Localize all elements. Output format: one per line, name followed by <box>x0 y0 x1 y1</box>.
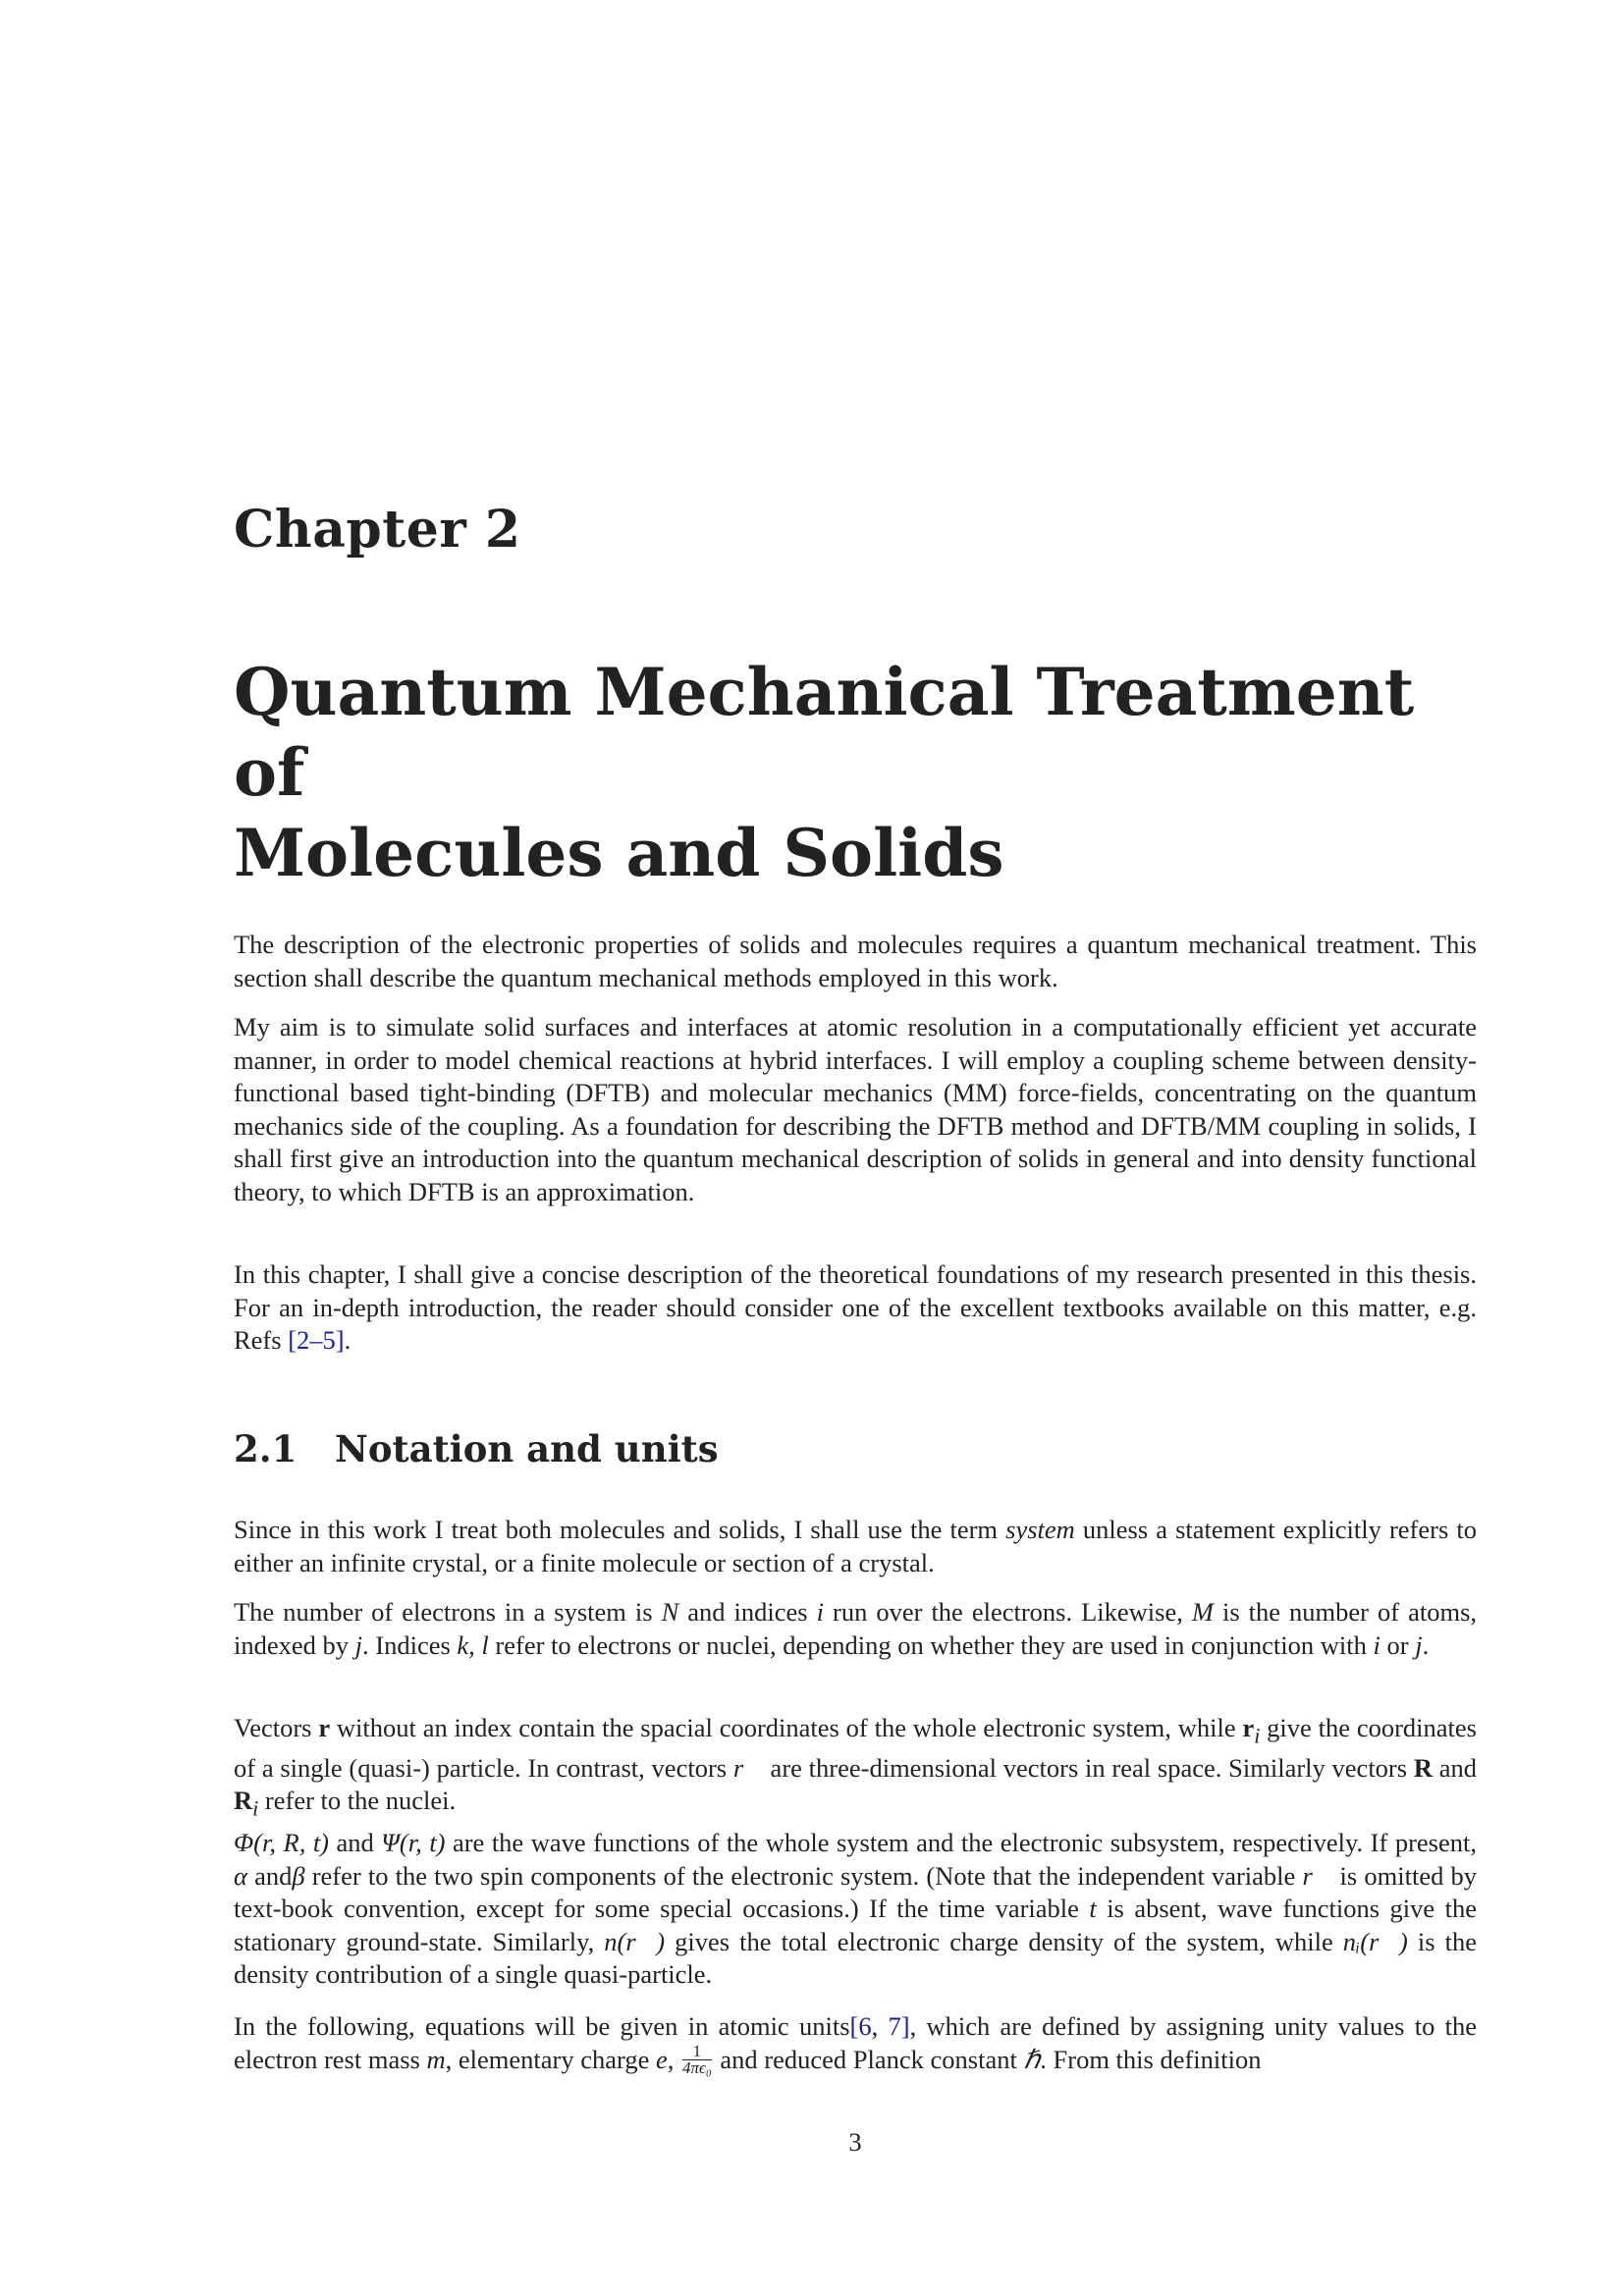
citation-link[interactable]: [2–5] <box>288 1325 345 1355</box>
notation-paragraph-1: Since in this work I treat both molecules and solids, I shall use the term system unless a statement explicitly refers to either an infinite crystal, or a finite molecule or section of a crystal. <box>234 1515 1477 1577</box>
notation-paragraph-5: In the following, equations will be given in atomic units[6, 7], which are defined by assigning unity values to the electron rest mass m, elementary charge e, $\frac{1}{\text{4πϵ₀}}$ and reduced Planck constant ℏ. From this definition <box>234 2011 1477 2077</box>
chapter-label: Chapter 2 <box>234 500 521 560</box>
intro-paragraph-2: My aim is to simulate solid surfaces and interfaces at atomic resolution in a computationally efficient yet accurate manner, in order to model chemical reactions at hybrid interfaces. I will employ a coupling scheme between density-functional based tight-binding (DFTB) and molecular mechanics (MM) force-fields, concentrating on the quantum mechanics side of the coupling. As a foundation for describing the DFTB method and DFTB/MM coupling in solids, I shall first give an introduction into the quantum mechanical description of solids in general and into density functional theory, to which DFTB is an approximation. <box>234 1012 1477 1206</box>
page-number: 3 <box>848 2127 862 2157</box>
section-number: 2.1 <box>234 1427 298 1470</box>
citation-link[interactable]: [6 <box>849 2011 872 2041</box>
notation-paragraph-2: The number of electrons in a system is N and indices i run over the electrons. Likewise, M is the number of atoms, indexed by j. Indices k, l refer to electrons or nuclei, depending on whether they are used in conjunction with i or j. <box>234 1597 1478 1660</box>
notation-paragraph-3: Vectors r without an index contain the spacial coordinates of the whole electronic system, while $r_i$ give the coordinates of a single (quasi-) particle. In contrast, vectors r⃗ are three-dimensional vectors in real space. Similarly vectors R and $R_i$ refer to the nuclei. <box>234 1713 1478 1821</box>
fraction: $\frac{1}{\text{4πϵ₀}}$ <box>681 2041 712 2077</box>
intro-paragraph-3: In this chapter, I shall give a concise description of the theoretical foundations of my research presented in this thesis. For an in-depth introduction, the reader should consider one of the excellent textbooks available on this matter, e.g. Refs [2–5]. <box>234 1259 1477 1355</box>
section-heading <box>234 1427 719 1470</box>
notation-paragraph-4: Φ(r, R, t) and Ψ(r, t) are the wave functions of the whole system and the electronic subsystem, respectively. If present, α andβ refer to the two spin components of the electronic system. (Note that the independent variable r⃗ is omitted by text-book convention, except for some special occasions.) If the time variable t is absent, wave functions give the stationary ground-state. Similarly, n(r⃗) gives the total electronic charge density of the system, while nᵢ(r⃗) is the density contribution of a single quasi-particle. <box>234 1828 1477 1989</box>
intro-paragraph-1: The description of the electronic properties of solids and molecules requires a quantum mechanical treatment. This section shall describe the quantum mechanical methods employed in this work. <box>234 930 1477 992</box>
chapter-title-line2: Molecules and Solids <box>234 815 1004 891</box>
citation-link[interactable]: 7] <box>888 2011 910 2041</box>
section-title: Notation and units <box>335 1427 719 1470</box>
chapter-title <box>234 652 1477 893</box>
page <box>234 0 1477 2296</box>
chapter-title-line1: Quantum Mechanical Treatment of <box>234 654 1415 811</box>
